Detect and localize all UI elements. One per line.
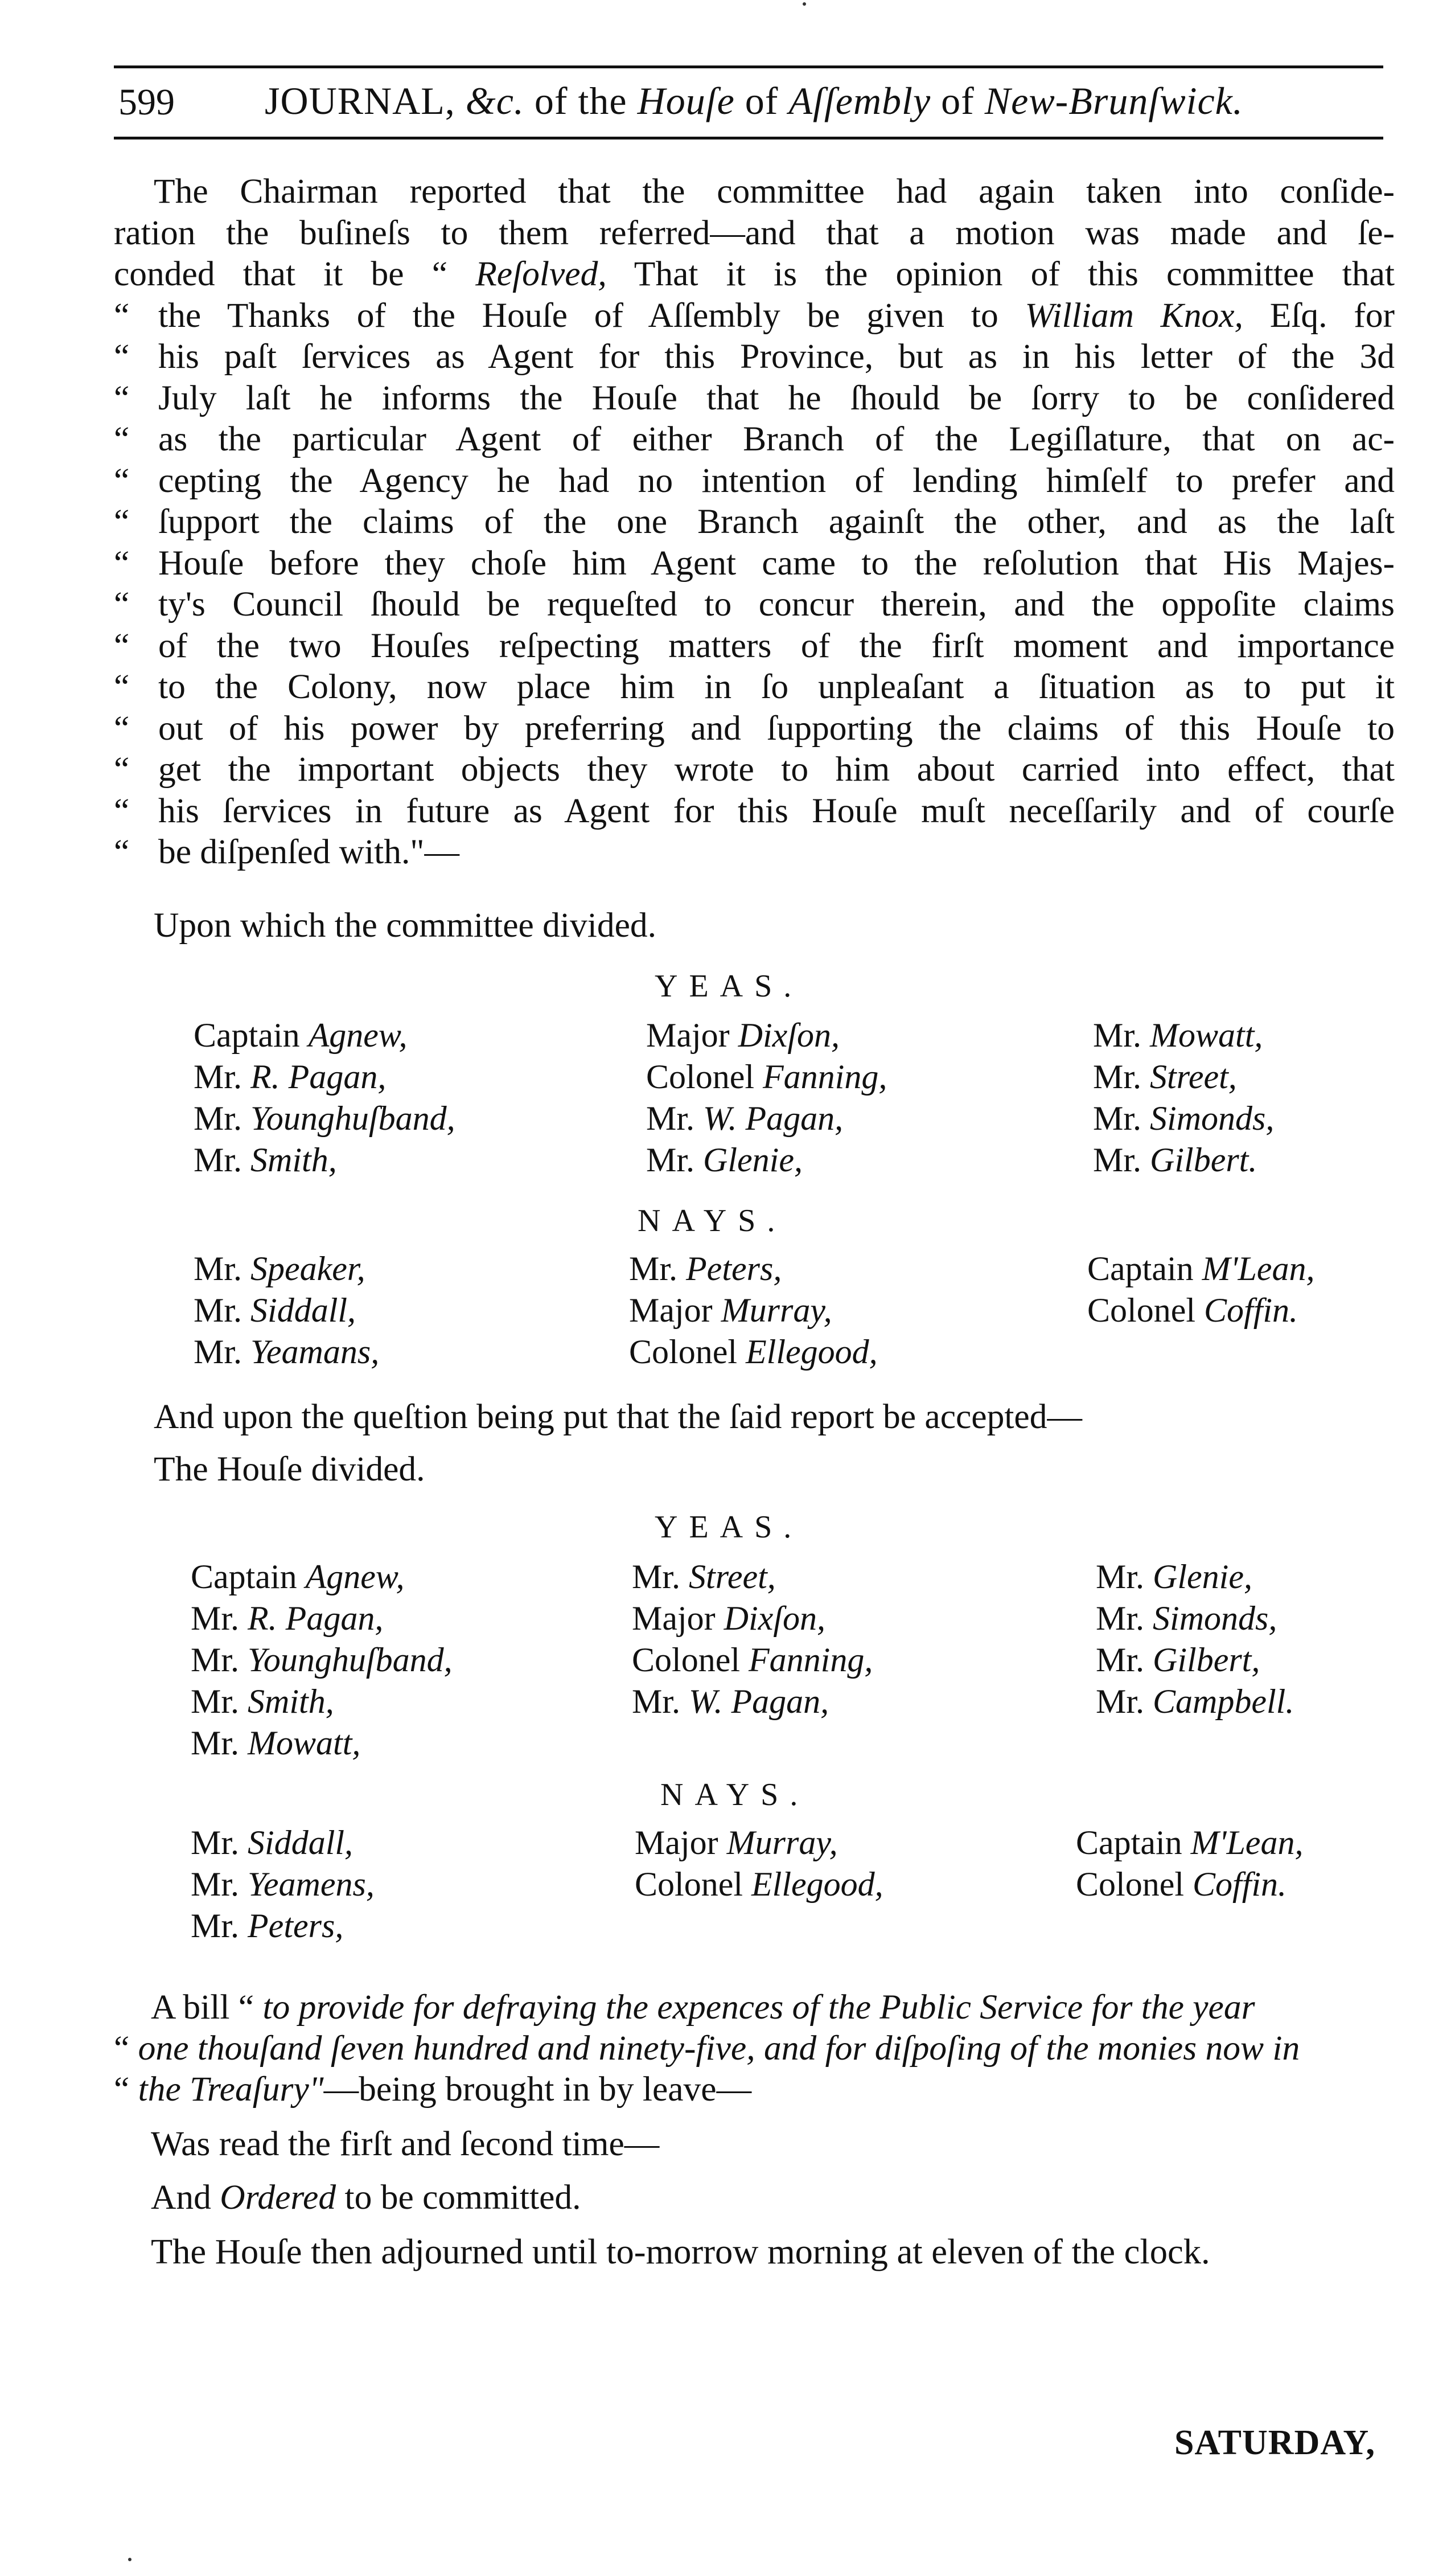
member-title: Mr. (194, 1250, 251, 1287)
member-surname: Siddall, (248, 1824, 354, 1861)
quote-line (114, 584, 1395, 625)
member-name (194, 1331, 379, 1373)
quote-line (114, 295, 1395, 337)
member-surname: Agnew, (308, 1016, 408, 1054)
report-line: The Chairman reported that the committee had again taken into conſide- (154, 172, 1395, 211)
member-surname: W. Pagan, (689, 1683, 829, 1720)
quote-mark: “ (114, 461, 130, 500)
member-title: Colonel (646, 1058, 763, 1096)
quote-line (114, 336, 1395, 378)
member-name (1087, 1248, 1314, 1290)
member-title: Mr. (646, 1141, 704, 1179)
text-run: the Thanks of the Houſe of Aſſembly be given to (158, 296, 1025, 335)
member-title: Mr. (191, 1824, 248, 1861)
member-surname: Younghuſband, (250, 1100, 455, 1137)
member-title: Mr. (191, 1599, 248, 1637)
member-surname: Speaker, (250, 1250, 365, 1287)
title-part: of (931, 79, 985, 122)
vote2-yeas-col2 (632, 1556, 873, 1722)
member-surname: Dixſon, (724, 1599, 825, 1637)
member-surname: Fanning, (749, 1641, 873, 1679)
member-title: Mr. (632, 1558, 689, 1595)
member-name (1096, 1681, 1294, 1722)
member-surname: Younghuſband, (248, 1641, 453, 1679)
member-title: Mr. (1093, 1058, 1150, 1096)
quote-text: his ſervices in future as Agent for this Houſe muſt neceſſarily and of courſe (158, 791, 1395, 830)
member-title: Mr. (194, 1141, 251, 1179)
vote1-nays-col3 (1087, 1248, 1314, 1331)
vote2-nays-col3 (1076, 1822, 1303, 1905)
member-title: Captain (1087, 1250, 1202, 1287)
running-title (265, 79, 1243, 124)
member-title: Mr. (1096, 1683, 1153, 1720)
member-name (1093, 1015, 1274, 1056)
quote-mark: “ (114, 750, 130, 789)
text-run: to be committed. (336, 2178, 581, 2217)
vote2-yeas-heading: YEAS. (655, 1509, 803, 1545)
quote-text: as the particular Agent of either Branch of the Legiſlature, that on ac- (158, 420, 1395, 458)
member-surname: M'Lean, (1202, 1250, 1315, 1287)
member-name (194, 1056, 455, 1098)
quote-text: get the important objects they wrote to him about carried into effect, that (158, 750, 1395, 789)
member-name (191, 1722, 453, 1764)
title-part: JOURNAL, (265, 79, 466, 122)
member-name (191, 1822, 375, 1864)
quote-line (114, 378, 1395, 419)
member-title: Colonel (1076, 1865, 1193, 1903)
title-part: New-Brunſwick. (984, 79, 1243, 122)
member-name (191, 1639, 453, 1681)
text-run: And (151, 2178, 220, 2217)
bill-line (114, 2069, 751, 2110)
member-surname: Murray, (726, 1824, 838, 1861)
member-surname: Fanning, (763, 1058, 887, 1096)
vote1-yeas-heading: YEAS. (655, 969, 803, 1004)
vote1-yeas-col3 (1093, 1015, 1274, 1181)
quote-mark: “ (114, 296, 130, 335)
quote-mark: “ (114, 585, 130, 624)
member-name (632, 1639, 873, 1681)
member-surname: Agnew, (305, 1558, 405, 1595)
quote-line (114, 708, 1395, 749)
member-title: Mr. (1093, 1141, 1150, 1179)
quote-text: be diſpenſed with."— (158, 832, 459, 871)
member-title: Mr. (1093, 1100, 1150, 1137)
member-name (194, 1290, 379, 1331)
member-title: Mr. (191, 1683, 248, 1720)
quote-line (114, 831, 1395, 873)
quote-mark: “ (114, 2070, 130, 2109)
quote-line (114, 419, 1395, 460)
vote1-nays-col1 (194, 1248, 379, 1373)
text-run: one thouſand ſeven hundred and ninety-five, and for diſpoſing of the monies now in (138, 2029, 1300, 2068)
quote-line (114, 625, 1395, 667)
member-title: Major (635, 1824, 727, 1861)
print-speck (128, 2558, 131, 2561)
title-part: Houſe (637, 79, 735, 122)
member-name (646, 1139, 887, 1181)
member-surname: R. Pagan, (248, 1599, 384, 1637)
question-line: The Houſe divided. (154, 1450, 425, 1488)
member-name (1093, 1139, 1274, 1181)
quote-line (114, 790, 1395, 832)
member-title: Mr. (191, 1865, 248, 1903)
member-title: Captain (194, 1016, 309, 1054)
member-title: Mr. (194, 1291, 251, 1329)
member-name (191, 1556, 453, 1598)
member-name (629, 1290, 878, 1331)
member-surname: Coffin. (1204, 1291, 1298, 1329)
member-name (1093, 1056, 1274, 1098)
quote-mark: “ (114, 337, 130, 376)
member-title: Mr. (194, 1058, 251, 1096)
member-name (194, 1098, 455, 1139)
member-name (1076, 1864, 1303, 1905)
bill-ordered-line (151, 2177, 581, 2218)
vote1-nays-heading: NAYS. (638, 1203, 787, 1238)
page-number: 599 (118, 81, 175, 123)
member-surname: Peters, (248, 1907, 344, 1945)
text-run: A bill “ (151, 1988, 263, 2027)
member-surname: Gilbert, (1153, 1641, 1260, 1679)
quote-mark: “ (114, 791, 130, 830)
member-surname: Siddall, (250, 1291, 356, 1329)
quote-line (114, 749, 1395, 790)
member-surname: Ellegood, (751, 1865, 883, 1903)
member-surname: Coffin. (1193, 1865, 1287, 1903)
title-part: of the (524, 79, 638, 122)
text-run: Eſq. for (1243, 296, 1395, 335)
quote-mark: “ (114, 2029, 130, 2068)
text-run: conded that it be “ (114, 255, 476, 293)
member-title: Major (646, 1016, 738, 1054)
quote-mark: “ (114, 667, 130, 706)
catchword: SATURDAY, (1174, 2423, 1375, 2462)
member-title: Colonel (629, 1333, 746, 1371)
member-name (632, 1556, 873, 1598)
member-title: Mr. (646, 1100, 704, 1137)
member-name (632, 1598, 873, 1639)
bill-line (151, 1987, 1255, 2028)
member-name (1096, 1556, 1294, 1598)
quote-text: ty's Council ſhould be requeſted to concur therein, and the oppoſite claims (158, 585, 1395, 624)
quote-line (114, 543, 1395, 584)
report-line: ration the buſineſs to them referred—and that a motion was made and ſe- (114, 213, 1395, 252)
quote-text: cepting the Agency he had no intention of lending himſelf to prefer and (158, 461, 1395, 500)
quote-mark: “ (114, 708, 130, 748)
member-title: Mr. (632, 1683, 689, 1720)
member-title: Mr. (1096, 1599, 1153, 1637)
member-name (1096, 1598, 1294, 1639)
member-name (646, 1056, 887, 1098)
resolution-quote (114, 295, 1395, 873)
member-surname: M'Lean, (1190, 1824, 1304, 1861)
member-title: Colonel (632, 1641, 749, 1679)
running-header (114, 65, 1383, 140)
quote-mark: “ (114, 543, 130, 583)
adjourn-line: The Houſe then adjourned until to-morrow morning at eleven of the clock. (151, 2232, 1210, 2271)
quote-text: his paſt ſervices as Agent for this Province, but as in his letter of the 3d (158, 337, 1395, 376)
question-line: And upon the queſtion being put that the ſaid report be accepted— (154, 1397, 1082, 1436)
quote-line (114, 501, 1395, 543)
print-speck (803, 2, 806, 6)
member-name (646, 1098, 887, 1139)
member-surname: Glenie, (1153, 1558, 1252, 1595)
report-line (114, 253, 1395, 295)
member-surname: Simonds, (1150, 1100, 1275, 1137)
member-title: Mr. (191, 1641, 248, 1679)
member-title: Mr. (191, 1907, 248, 1945)
member-name (635, 1822, 883, 1864)
member-title: Captain (1076, 1824, 1191, 1861)
member-title: Mr. (1093, 1016, 1150, 1054)
member-title: Mr. (194, 1333, 251, 1371)
member-surname: Murray, (721, 1291, 832, 1329)
vote1-yeas-col2 (646, 1015, 887, 1181)
quote-line (114, 666, 1395, 708)
member-surname: Street, (689, 1558, 776, 1595)
member-name (1087, 1290, 1314, 1331)
quote-text: out of his power by preferring and ſupporting the claims of this Houſe to (158, 708, 1395, 748)
member-surname: R. Pagan, (250, 1058, 387, 1096)
quote-line (114, 460, 1395, 502)
member-name (646, 1015, 887, 1056)
member-surname: Smith, (250, 1141, 337, 1179)
title-part: &c. (465, 79, 524, 122)
member-surname: Gilbert. (1150, 1141, 1257, 1179)
member-name (632, 1681, 873, 1722)
member-surname: Dixſon, (738, 1016, 840, 1054)
quote-mark: “ (114, 626, 130, 665)
vote1-nays-col2 (629, 1248, 878, 1373)
member-title: Mr. (1096, 1558, 1153, 1595)
title-part: Aſſembly (788, 79, 931, 122)
member-title: Mr. (1096, 1641, 1153, 1679)
member-surname: Simonds, (1153, 1599, 1277, 1637)
quote-mark: “ (114, 420, 130, 458)
division-intro: Upon which the committee divided. (154, 906, 657, 945)
text-run: —being brought in by leave— (323, 2070, 752, 2109)
member-surname: Ellegood, (746, 1333, 878, 1371)
member-title: Captain (191, 1558, 306, 1595)
member-title: Colonel (1087, 1291, 1204, 1329)
quote-mark: “ (114, 502, 130, 541)
member-surname: W. Pagan, (703, 1100, 844, 1137)
member-surname: Smith, (248, 1683, 334, 1720)
member-name (194, 1015, 455, 1056)
quote-text: of the two Houſes reſpecting matters of the firſt moment and importance (158, 626, 1395, 665)
member-surname: Street, (1150, 1058, 1237, 1096)
title-part: of (734, 79, 789, 122)
member-name (191, 1864, 375, 1905)
member-title: Colonel (635, 1865, 751, 1903)
member-name (1076, 1822, 1303, 1864)
member-surname: Glenie, (703, 1141, 803, 1179)
member-title: Major (632, 1599, 724, 1637)
member-name (194, 1248, 379, 1290)
quote-text: Houſe before they choſe him Agent came to the reſolution that His Majes- (158, 543, 1395, 583)
vote2-nays-heading: NAYS. (660, 1777, 809, 1812)
member-name (629, 1331, 878, 1373)
member-name (191, 1598, 453, 1639)
member-surname: Mowatt, (248, 1724, 361, 1762)
member-name (1096, 1639, 1294, 1681)
member-title: Mr. (194, 1100, 251, 1137)
member-name (1093, 1098, 1274, 1139)
member-name (191, 1681, 453, 1722)
member-surname: Campbell. (1153, 1683, 1294, 1720)
vote2-yeas-col1 (191, 1556, 453, 1764)
text-run: William Knox, (1025, 296, 1243, 335)
text-run: Reſolved, (475, 255, 607, 293)
text-run: the Treaſury" (138, 2070, 324, 2109)
quote-text: July laſt he informs the Houſe that he ſhould be ſorry to be conſidered (158, 378, 1395, 417)
member-title: Major (629, 1291, 721, 1329)
quote-text (158, 295, 1395, 337)
quote-mark: “ (114, 378, 130, 417)
text-run: That it is the opinion of this committee that (606, 255, 1395, 293)
member-title: Mr. (191, 1724, 248, 1762)
text-run: to provide for defraying the expences of the Public Service for the year (262, 1988, 1255, 2027)
vote2-nays-col2 (635, 1822, 883, 1905)
text-run: Ordered (220, 2178, 336, 2217)
vote1-yeas-col1 (194, 1015, 455, 1181)
quote-mark: “ (114, 832, 130, 871)
member-name (191, 1905, 375, 1947)
vote2-nays-col1 (191, 1822, 375, 1947)
member-name (194, 1139, 455, 1181)
vote2-yeas-col3 (1096, 1556, 1294, 1722)
member-name (635, 1864, 883, 1905)
quote-text: to the Colony, now place him in ſo unpleaſant a ſituation as to put it (158, 667, 1395, 706)
member-surname: Yeamans, (250, 1333, 380, 1371)
member-surname: Peters, (686, 1250, 782, 1287)
bill-line (114, 2028, 1300, 2069)
bill-read-line: Was read the firſt and ſecond time— (151, 2124, 660, 2163)
member-surname: Mowatt, (1150, 1016, 1263, 1054)
member-name (629, 1248, 878, 1290)
member-surname: Yeamens, (248, 1865, 375, 1903)
report-paragraph (114, 171, 1395, 295)
member-title: Mr. (629, 1250, 687, 1287)
quote-text: ſupport the claims of the one Branch againſt the other, and as the laſt (158, 502, 1395, 541)
